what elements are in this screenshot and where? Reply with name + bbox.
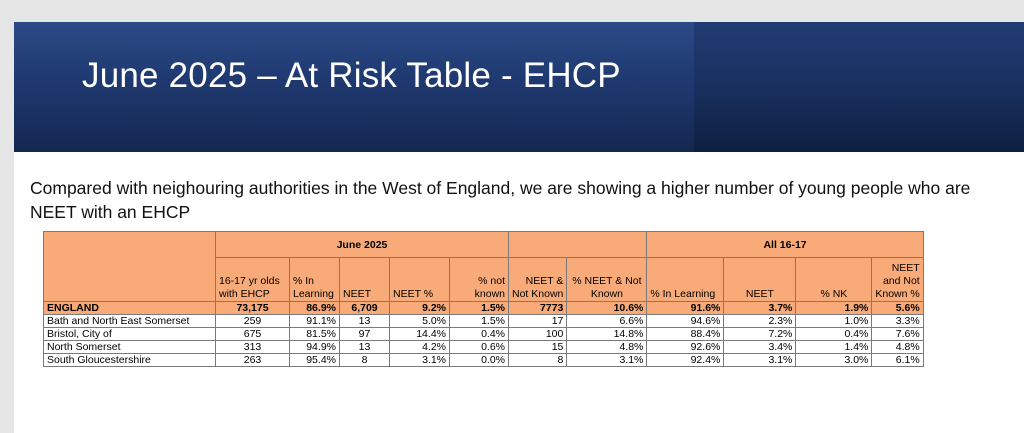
table-cell: 7.6% [872,328,923,341]
table-cell: 6.6% [567,315,647,328]
table-body [44,302,924,367]
row-label: Bath and North East Somerset [44,315,216,328]
table-cell: 73,175 [216,302,290,315]
col-header-all-neet-nk-pct [872,258,923,302]
table-cell: 97 [340,328,390,341]
table-cell: 3.3% [872,315,923,328]
table-row [44,315,924,328]
table-cell: 4.8% [567,341,647,354]
col-header-pct-neet-not-known [567,258,647,302]
col-header-line: % not [478,275,505,287]
col-header-ehcp [216,258,290,302]
table-cell: 1.5% [450,315,509,328]
col-header-neet: NEET [340,258,390,302]
col-header-line: NEET [891,262,920,274]
table-cell: 263 [216,354,290,367]
col-header-line: Known % [875,288,920,300]
table-cell: 81.5% [290,328,340,341]
table-cell: 7.2% [724,328,796,341]
table-cell: 94.6% [647,315,724,328]
table-cell: 0.4% [796,328,872,341]
row-label: North Somerset [44,341,216,354]
col-header-line: Known [590,288,623,300]
table-cell: 1.0% [796,315,872,328]
table-row [44,341,924,354]
table-cell: 3.4% [724,341,796,354]
col-header-line: and Not [882,275,920,287]
table-cell: 14.4% [390,328,450,341]
table-cell: 8 [509,354,567,367]
table-cell: 86.9% [290,302,340,315]
col-header-line: % NEET & Not [572,275,642,287]
table-cell: 1.9% [796,302,872,315]
col-header-line: Not Known [512,288,564,300]
group-header-all: All 16-17 [647,232,923,258]
table-cell: 0.0% [450,354,509,367]
table-cell: 6.1% [872,354,923,367]
page-title: June 2025 – At Risk Table - EHCP [82,56,621,95]
table-cell: 13 [340,341,390,354]
col-header-neet-not-known [509,258,567,302]
table-cell: 3.7% [724,302,796,315]
table-cell: 94.9% [290,341,340,354]
table-cell: 4.2% [390,341,450,354]
row-label: Bristol, City of [44,328,216,341]
table-cell: 1.4% [796,341,872,354]
col-header-neet-pct: NEET % [390,258,450,302]
table-cell: 92.6% [647,341,724,354]
group-header-june: June 2025 [216,232,509,258]
table-cell: 259 [216,315,290,328]
table-cell: 9.2% [390,302,450,315]
col-header-in-learning [290,258,340,302]
table-cell: 5.6% [872,302,923,315]
table-cell: 0.6% [450,341,509,354]
header-corner [44,232,216,302]
col-header-all-nk: % NK [796,258,872,302]
table-cell: 13 [340,315,390,328]
table-cell: 3.1% [724,354,796,367]
col-header-line: % In [293,275,315,287]
table-cell: 0.4% [450,328,509,341]
table-cell: 15 [509,341,567,354]
table-cell: 14.8% [567,328,647,341]
table-cell: 10.6% [567,302,647,315]
table-cell: 2.3% [724,315,796,328]
col-header-all-neet: NEET [724,258,796,302]
title-banner-accent [694,22,1024,152]
table-row [44,328,924,341]
col-header-all-in-learning: % In Learning [647,258,724,302]
col-header-line: known [474,288,505,300]
table-cell: 313 [216,341,290,354]
table-cell: 5.0% [390,315,450,328]
table-cell: 6,709 [340,302,390,315]
table-cell: 3.1% [567,354,647,367]
col-header-line: 16-17 yr olds [219,275,280,287]
table-cell: 100 [509,328,567,341]
table-cell: 3.1% [390,354,450,367]
table-cell: 7773 [509,302,567,315]
table-cell: 92.4% [647,354,724,367]
table-cell: 91.1% [290,315,340,328]
table-cell: 91.6% [647,302,724,315]
group-header-blank [509,232,647,258]
col-header-not-known [450,258,509,302]
slide [14,22,1024,433]
table-cell: 675 [216,328,290,341]
table-cell: 88.4% [647,328,724,341]
col-header-line: Learning [293,288,334,300]
row-label: South Gloucestershire [44,354,216,367]
table-cell: 1.5% [450,302,509,315]
col-header-line: NEET & [525,275,564,287]
table-cell: 3.0% [796,354,872,367]
table-cell: 95.4% [290,354,340,367]
table-cell: 4.8% [872,341,923,354]
table-row [44,302,924,315]
table-row [44,354,924,367]
at-risk-table [43,231,924,367]
table-cell: 17 [509,315,567,328]
col-header-line: with EHCP [219,288,270,300]
row-label: ENGLAND [44,302,216,315]
intro-text: Compared with neighouring authorities in the West of England, we are showing a higher number of young people who are NEET with an EHCP [30,178,971,222]
table-cell: 8 [340,354,390,367]
